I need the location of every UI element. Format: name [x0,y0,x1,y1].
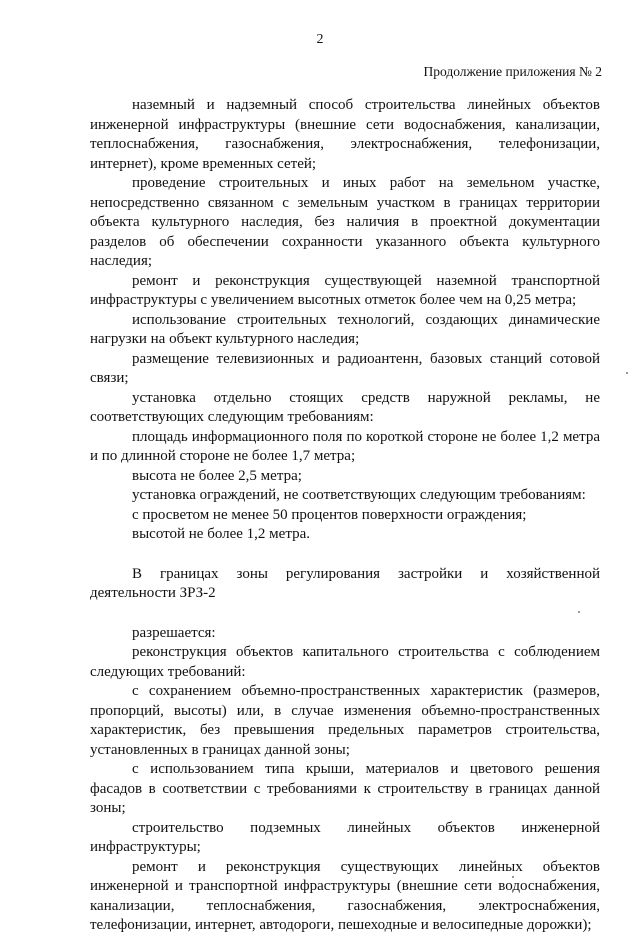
paragraph: использование строительных технологий, создающих динамические нагрузки на объект культурного наследия; [90,311,600,347]
paragraph: площадь информационного поля по короткой стороне не более 1,2 метра и по длинной стороне не более 1,7 метра; [90,428,600,464]
page-number: 2 [316,32,324,47]
paragraph: размещение телевизионных и радиоантенн, базовых станций сотовой связи; [90,350,600,386]
paragraph: строительство подземных линейных объектов инженерной инфраструктуры; [90,819,600,855]
paragraph: установка отдельно стоящих средств наружной рекламы, не соответствующих следующим требованиям: [90,389,600,425]
paragraph: с использованием типа крыши, материалов и цветового решения фасадов в соответствии с требованиями к строительству в границах данной зоны; [90,761,600,816]
paragraph: наземный и надземный способ строительства линейных объектов инженерной инфраструктуры (внешние сети водоснабжения, канализации, теплоснабжения, газоснабжения, электроснабжения, телефонизации, интернет), кроме временных сетей; [90,97,600,172]
paragraph: высота не более 2,5 метра; [132,467,302,484]
paragraph: проведение строительных и иных работ на земельном участке, непосредственно связанном с земельным участком в границах территории объекта культурного наследия, без наличия в проектной документации разделов об обеспечении сохранности указанного объекта культурного наследия; [90,175,600,269]
paragraph: установка ограждений, не соответствующих следующим требованиям: [132,487,586,503]
document-body [90,96,600,936]
scan-speck [512,876,514,878]
paragraph: высотой не более 1,2 метра. [132,526,310,542]
paragraph: ремонт и реконструкция существующей наземной транспортной инфраструктуры с увеличением высотных отметок более чем на 0,25 метра; [90,272,600,308]
scan-speck [578,611,580,613]
allowed-label: разрешается: [132,624,216,641]
paragraph: реконструкция объектов капитального строительства с соблюдением следующих требований: [90,644,600,680]
paragraph: с просветом не менее 50 процентов поверхности ограждения; [132,506,527,523]
scan-speck [626,372,628,374]
appendix-continuation-note: Продолжение приложения № 2 [423,64,602,79]
section-heading: В границах зоны регулирования застройки и хозяйственной деятельности ЗРЗ-2 [90,565,600,601]
paragraph: ремонт и реконструкция существующих линейных объектов инженерной и транспортной инфраструктуры (внешние сети водоснабжения, канализации, теплоснабжения, газоснабжения, электроснабжения, телефонизации, интернет, автодороги, пешеходные и велосипедные дорожки); [90,858,600,933]
paragraph: с сохранением объемно-пространственных характеристик (размеров, пропорций, высоты) или, в случае изменения объемно-пространственных характеристик, без превышения предельных параметров строительства, установленных в границах данной зоны; [90,683,600,758]
